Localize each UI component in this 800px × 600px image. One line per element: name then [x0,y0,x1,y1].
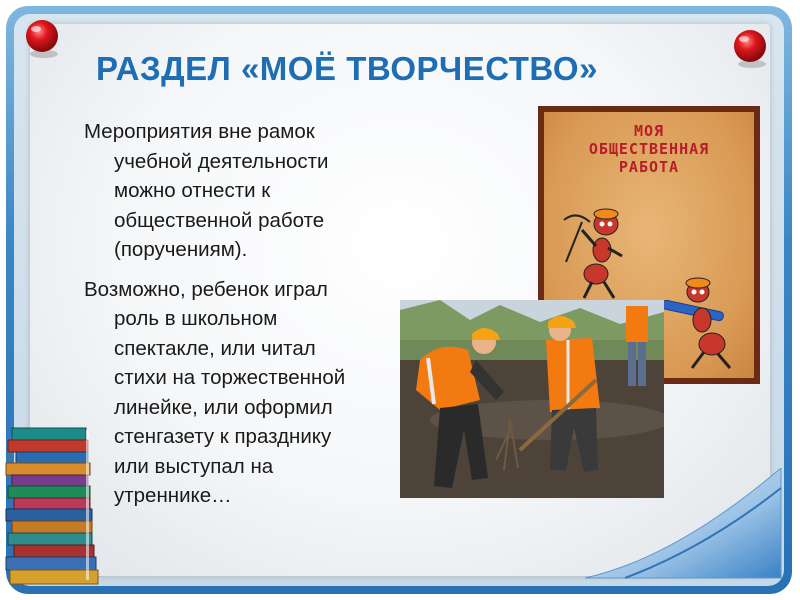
paragraph-examples [84,275,414,511]
body-text [84,117,414,521]
paragraph-extracurricular [84,117,414,265]
text-line: (поручениям). [114,238,248,261]
text-line: стихи на торжественной [114,366,346,389]
ant-mascot-icon [660,272,750,372]
red-pushpin-icon [726,24,774,72]
page-curl-decoration [585,468,785,588]
text-line: утреннике… [114,484,232,507]
text-line: учебной деятельности [114,149,329,173]
poster-line: ОБЩЕСТВЕННАЯ [588,140,710,158]
ant-mascot-icon [562,202,632,302]
book-stack-icon [2,424,114,594]
text-line: стенгазету к празднику [114,425,332,448]
text-line: Мероприятия вне рамок [84,120,315,143]
text-line: Возможно, ребенок играл [84,277,328,301]
slide-title: РАЗДЕЛ «МОЁ ТВОРЧЕСТВО» [96,50,598,87]
text-line: общественной работе [114,208,325,232]
text-line: роль в школьном [114,307,278,330]
text-line: можно отнести к [114,179,271,202]
poster-line: МОЯ [633,122,665,140]
text-line: линейке, или оформил [114,395,333,419]
text-line: или выступал на [114,454,274,478]
red-pushpin-icon [18,14,66,62]
text-line: спектакле, или читал [114,336,316,360]
poster-caption [544,122,754,176]
poster-line: РАБОТА [618,158,680,176]
